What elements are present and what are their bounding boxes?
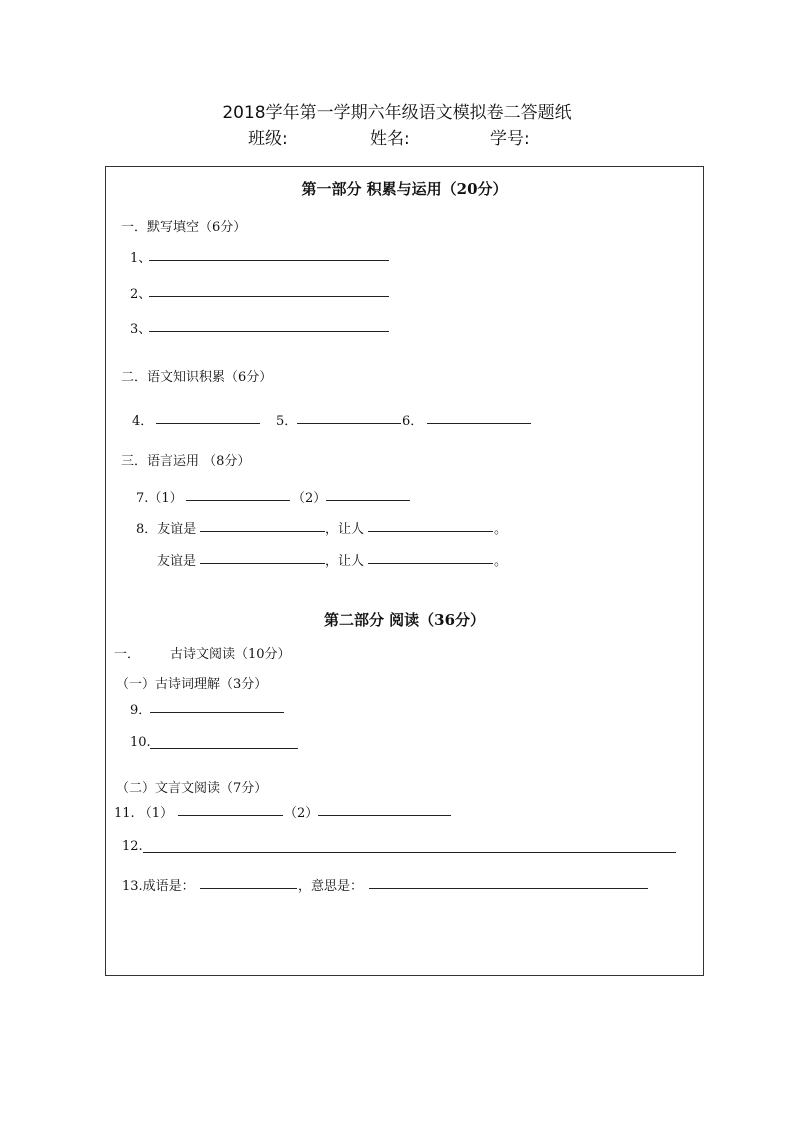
q13-label: 13.成语是：	[122, 879, 195, 894]
answer-line-q3[interactable]	[149, 319, 389, 332]
q8-period: 。	[494, 522, 508, 537]
q8-rang-label: ，让人	[325, 522, 365, 537]
part2-title: 第二部分 阅读（36分）	[323, 611, 486, 629]
q13-meaning-label: ，意思是：	[298, 879, 364, 894]
part1-title: 第一部分 积累与运用（20分）	[301, 180, 508, 198]
q10-label: 10.	[130, 735, 151, 750]
answer-line-q10[interactable]	[150, 736, 298, 749]
q9-label: 9．	[130, 703, 152, 718]
class-label: 班级:	[248, 129, 288, 149]
answer-line-q8-a2[interactable]	[368, 519, 493, 532]
answer-line-q7-2[interactable]	[326, 488, 410, 501]
answer-line-q1[interactable]	[149, 248, 389, 261]
q7-sub2-label: （2）	[292, 491, 327, 506]
section-3-title: 三．语言运用 （8分）	[121, 454, 251, 469]
student-id-label: 学号:	[490, 129, 530, 149]
q6-label: 6．	[402, 414, 424, 429]
answer-line-q8-b2[interactable]	[368, 551, 493, 564]
answer-line-q7-1[interactable]	[186, 488, 290, 501]
answer-line-q5[interactable]	[297, 411, 401, 424]
answer-line-q11-1[interactable]	[178, 803, 283, 816]
answer-line-q4[interactable]	[156, 411, 260, 424]
page-title: 2018学年第一学期六年级语文模拟卷二答题纸	[222, 103, 572, 123]
q11-label: 11. （1）	[114, 806, 174, 821]
q8-label: 8．友谊是	[136, 522, 197, 537]
answer-line-q12[interactable]	[143, 840, 676, 853]
answer-line-q2[interactable]	[149, 284, 389, 297]
part2-section-1-number: 一．	[114, 647, 141, 662]
answer-line-q9[interactable]	[150, 700, 284, 713]
subsection-1-title: （一）古诗词理解（3分）	[116, 677, 268, 692]
q8-second-label: 友谊是	[157, 554, 197, 569]
q2-label: 2、	[130, 287, 152, 302]
answer-line-q8-a1[interactable]	[200, 519, 325, 532]
answer-line-q13-idiom[interactable]	[200, 876, 297, 889]
q4-label: 4．	[132, 414, 154, 429]
answer-line-q11-2[interactable]	[318, 803, 451, 816]
q8-period-2: 。	[494, 554, 508, 569]
q11-sub2-label: （2）	[284, 806, 319, 821]
subsection-2-title: （二）文言文阅读（7分）	[116, 781, 268, 796]
answer-line-q13-meaning[interactable]	[369, 876, 648, 889]
q1-label: 1、	[130, 251, 152, 266]
q3-label: 3、	[130, 322, 152, 337]
name-label: 姓名:	[370, 129, 410, 149]
q12-label: 12.	[122, 839, 143, 854]
q7-label: 7.（1）	[136, 491, 183, 506]
q5-label: 5．	[276, 414, 298, 429]
answer-line-q6[interactable]	[427, 411, 531, 424]
section-1-title: 一．默写填空（6分）	[121, 220, 247, 235]
section-2-title: 二．语文知识积累（6分）	[121, 370, 273, 385]
q8-rang-label-2: ，让人	[325, 554, 365, 569]
part2-section-1-title: 古诗文阅读（10分）	[170, 647, 291, 662]
answer-line-q8-b1[interactable]	[200, 551, 325, 564]
